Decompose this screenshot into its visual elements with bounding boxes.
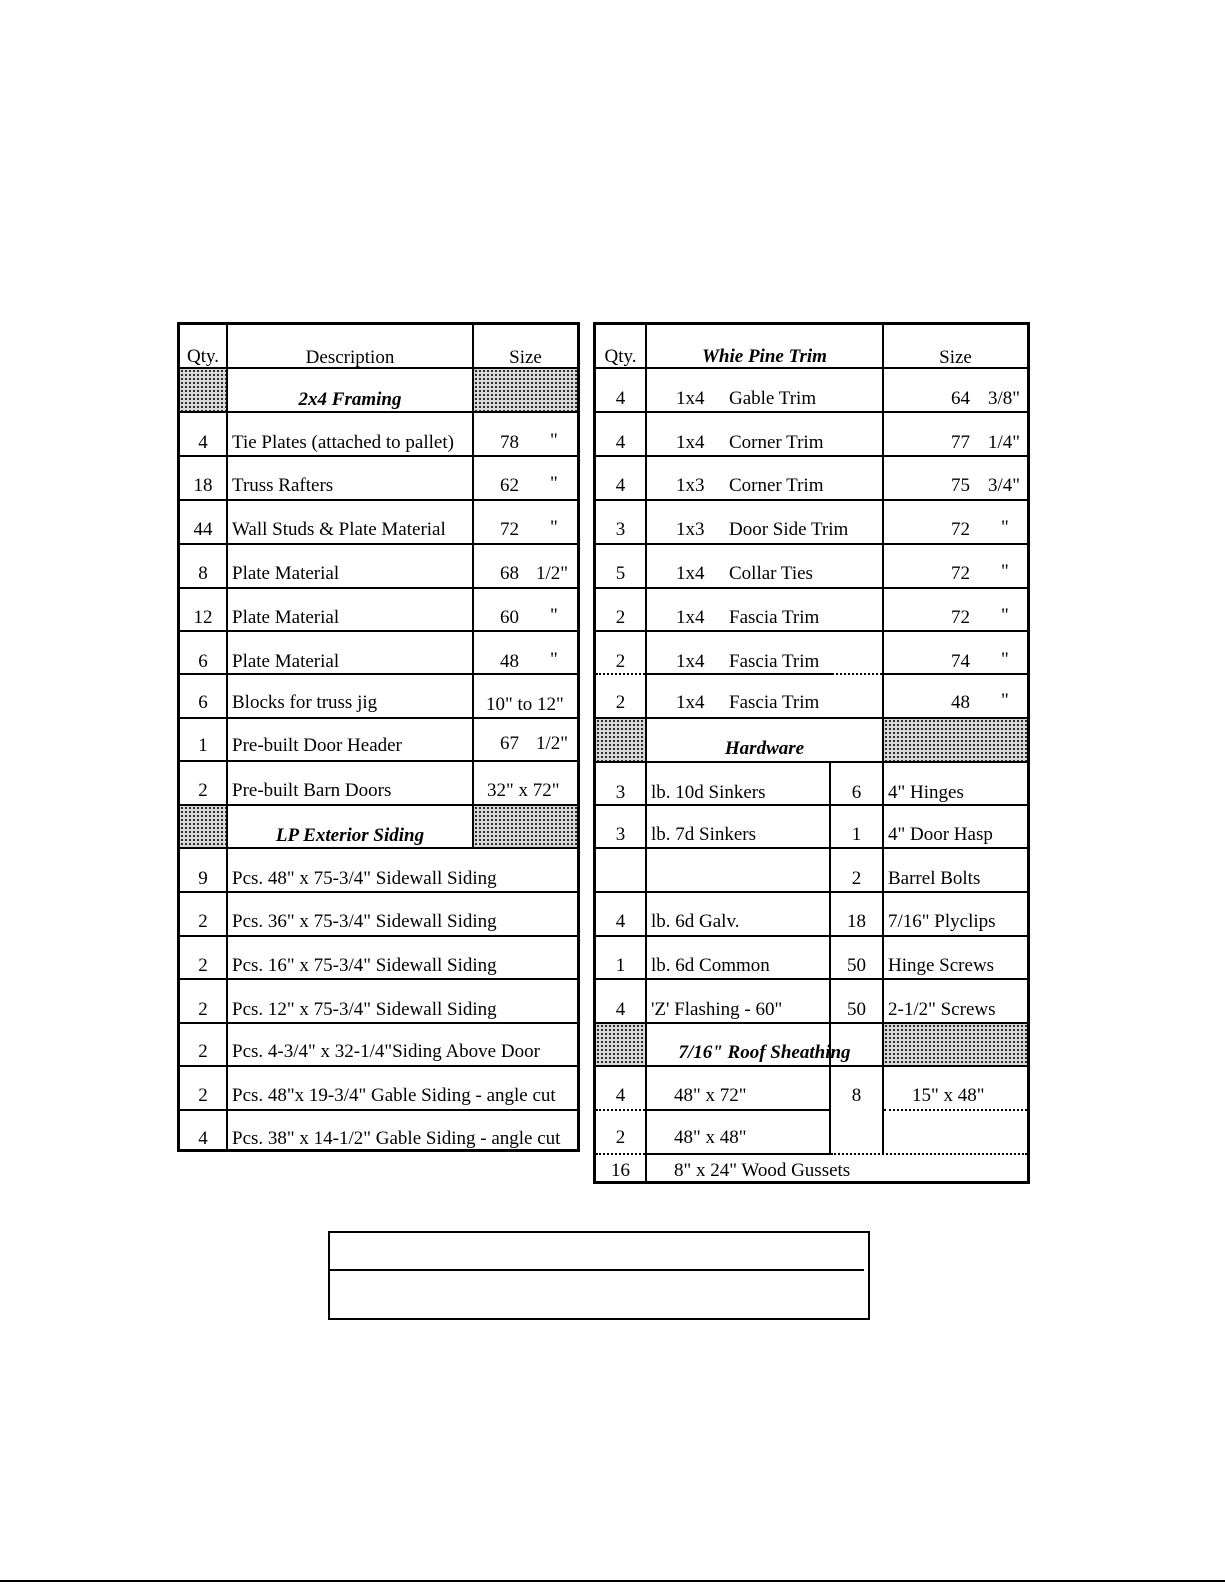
row-description: Pre-built Barn Doors bbox=[232, 780, 392, 801]
row-size: 72 bbox=[951, 607, 970, 628]
row-qty-2: 1 bbox=[851, 824, 862, 845]
table-row bbox=[180, 457, 577, 500]
row-qty: 3 bbox=[615, 824, 626, 845]
row-item: lb. 6d Common bbox=[651, 955, 770, 976]
hatch-fill bbox=[474, 369, 577, 411]
row-qty: 4 bbox=[615, 388, 626, 409]
row-description: Pcs. 38" x 14-1/2" Gable Siding - angle cut bbox=[232, 1128, 561, 1149]
section-title-roof-sheathing: 7/16" Roof Sheathing bbox=[678, 1042, 851, 1063]
table-row bbox=[180, 545, 577, 588]
row-dimension: 1x4 bbox=[676, 607, 705, 628]
row-size-fraction: " bbox=[550, 430, 558, 451]
framing-siding-table bbox=[177, 322, 580, 1152]
row-size: 72 bbox=[500, 519, 519, 540]
row-description: Pcs. 12" x 75-3/4" Sidewall Siding bbox=[232, 999, 497, 1020]
row-description: Pre-built Door Header bbox=[232, 735, 402, 756]
header-size: Size bbox=[509, 347, 542, 368]
row-dimension: 1x4 bbox=[676, 432, 705, 453]
table-row bbox=[596, 545, 1027, 588]
row-item: 48" x 48" bbox=[674, 1127, 747, 1148]
row-description: Pcs. 48"x 19-3/4" Gable Siding - angle cut bbox=[232, 1085, 556, 1106]
table-row bbox=[180, 893, 577, 936]
row-description: Plate Material bbox=[232, 563, 340, 584]
row-qty: 2 bbox=[198, 911, 208, 932]
row-qty: 1 bbox=[198, 735, 208, 756]
row-item-2: 4" Door Hasp bbox=[888, 824, 993, 845]
row-qty: 2 bbox=[198, 1041, 208, 1062]
row-qty-2: 50 bbox=[847, 999, 866, 1020]
table-row bbox=[596, 369, 1027, 411]
summary-box bbox=[328, 1231, 870, 1320]
row-item: 8" x 24" Wood Gussets bbox=[674, 1160, 851, 1181]
section-title-siding: LP Exterior Siding bbox=[275, 825, 425, 846]
table-row bbox=[596, 675, 1027, 718]
table-row bbox=[180, 1067, 577, 1110]
row-description: Tie Plates (attached to pallet) bbox=[232, 432, 454, 453]
header-description: Description bbox=[305, 347, 395, 368]
row-size: 74 bbox=[951, 651, 970, 672]
table-row bbox=[596, 413, 1027, 456]
header-qty: Qty. bbox=[604, 346, 637, 367]
row-qty: 2 bbox=[615, 651, 626, 672]
table-row bbox=[180, 762, 577, 805]
row-size-fraction: " bbox=[1001, 561, 1009, 582]
row-size-fraction: " bbox=[550, 517, 558, 538]
row-size: 60 bbox=[500, 607, 519, 628]
row-size-fraction: " bbox=[1001, 605, 1009, 626]
table-row bbox=[596, 589, 1027, 632]
row-qty: 4 bbox=[615, 999, 626, 1020]
gussets-row bbox=[596, 1155, 1027, 1185]
table-row bbox=[596, 1111, 1027, 1153]
row-qty: 2 bbox=[615, 692, 626, 713]
row-size: 64 bbox=[951, 388, 970, 409]
row-qty: 6 bbox=[198, 692, 208, 713]
header-size: Size bbox=[939, 347, 972, 368]
table-row bbox=[180, 849, 577, 892]
hatch-fill bbox=[180, 806, 226, 847]
row-name: Fascia Trim bbox=[729, 692, 820, 713]
header-trim: Whie Pine Trim bbox=[702, 346, 827, 367]
row-dimension: 1x4 bbox=[676, 651, 705, 672]
row-description: Truss Rafters bbox=[232, 475, 334, 496]
row-qty: 3 bbox=[615, 782, 626, 803]
row-qty: 3 bbox=[615, 519, 626, 540]
row-size-fraction: " bbox=[1001, 649, 1009, 670]
section-title-hardware: Hardware bbox=[724, 738, 805, 759]
hatch-fill bbox=[596, 1024, 645, 1065]
trim-hardware-table bbox=[593, 322, 1030, 1184]
row-item-2: 4" Hinges bbox=[888, 782, 964, 803]
row-item: 'Z' Flashing - 60" bbox=[651, 999, 783, 1020]
row-size-fraction: " bbox=[550, 649, 558, 670]
row-qty: 4 bbox=[615, 911, 626, 932]
row-size-fraction: 3/8" bbox=[988, 388, 1021, 409]
row-size-fraction: 1/4" bbox=[988, 432, 1021, 453]
row-size: 67 bbox=[500, 733, 519, 754]
row-item: lb. 10d Sinkers bbox=[651, 782, 766, 803]
row-qty: 16 bbox=[611, 1160, 630, 1181]
row-item-2: Barrel Bolts bbox=[888, 868, 981, 889]
row-size: 72 bbox=[951, 519, 970, 540]
row-description: Pcs. 4-3/4" x 32-1/4"Siding Above Door bbox=[232, 1041, 540, 1062]
row-description: Wall Studs & Plate Material bbox=[232, 519, 446, 540]
row-description: Pcs. 48" x 75-3/4" Sidewall Siding bbox=[232, 868, 497, 889]
table-row bbox=[596, 937, 1027, 979]
page-bottom-rule bbox=[0, 1580, 1225, 1582]
row-qty: 2 bbox=[198, 1085, 208, 1106]
row-description: Pcs. 16" x 75-3/4" Sidewall Siding bbox=[232, 955, 497, 976]
row-qty: 44 bbox=[193, 519, 213, 540]
row-size-fraction: " bbox=[550, 473, 558, 494]
table-row bbox=[596, 763, 1027, 805]
table-row bbox=[180, 675, 577, 718]
row-description: Blocks for truss jig bbox=[232, 692, 378, 713]
row-qty: 9 bbox=[198, 868, 208, 889]
table-row bbox=[180, 719, 577, 762]
row-qty: 2 bbox=[198, 955, 208, 976]
row-size: 68 bbox=[500, 563, 519, 584]
row-name: Gable Trim bbox=[729, 388, 817, 409]
summary-divider bbox=[330, 1269, 864, 1271]
row-name: Fascia Trim bbox=[729, 607, 820, 628]
section-title-framing: 2x4 Framing bbox=[298, 389, 402, 410]
row-qty: 4 bbox=[615, 432, 626, 453]
row-description: Plate Material bbox=[232, 607, 340, 628]
row-size: 32" x 72" bbox=[487, 780, 560, 801]
row-qty: 6 bbox=[198, 651, 208, 672]
row-item-2: Hinge Screws bbox=[888, 955, 995, 976]
row-qty-2: 50 bbox=[847, 955, 866, 976]
row-name: Corner Trim bbox=[729, 475, 824, 496]
table-row bbox=[180, 1024, 577, 1067]
row-item: 48" x 72" bbox=[674, 1085, 747, 1106]
hatch-fill bbox=[474, 806, 577, 847]
row-qty: 5 bbox=[615, 563, 626, 584]
row-qty: 1 bbox=[615, 955, 626, 976]
row-item: lb. 7d Sinkers bbox=[651, 824, 757, 845]
row-description: Pcs. 36" x 75-3/4" Sidewall Siding bbox=[232, 911, 497, 932]
table-row bbox=[180, 980, 577, 1023]
table-row bbox=[596, 849, 1027, 891]
row-size: 78 bbox=[500, 432, 519, 453]
hatch-fill bbox=[596, 719, 645, 761]
row-qty-2: 8 bbox=[851, 1085, 862, 1106]
row-size-fraction: " bbox=[550, 605, 558, 626]
table-row bbox=[596, 457, 1027, 500]
row-qty-2: 18 bbox=[847, 911, 866, 932]
hatch-fill bbox=[884, 719, 1027, 761]
row-size-fraction: 1/2" bbox=[536, 733, 569, 754]
row-item: lb. 6d Galv. bbox=[651, 911, 740, 932]
row-name: Fascia Trim bbox=[729, 651, 820, 672]
table-row bbox=[180, 589, 577, 632]
row-qty: 2 bbox=[615, 607, 626, 628]
row-size: 62 bbox=[500, 475, 519, 496]
row-size-fraction: 3/4" bbox=[988, 475, 1021, 496]
row-qty: 4 bbox=[615, 1085, 626, 1106]
row-qty: 18 bbox=[193, 475, 213, 496]
table-row bbox=[596, 1067, 1027, 1109]
row-dimension: 1x4 bbox=[676, 388, 705, 409]
table-row bbox=[596, 893, 1027, 935]
hatch-fill bbox=[884, 1024, 1027, 1065]
table-row bbox=[180, 937, 577, 980]
row-qty-2: 6 bbox=[851, 782, 862, 803]
row-qty: 2 bbox=[615, 1127, 626, 1148]
table-row bbox=[596, 980, 1027, 1022]
row-qty: 4 bbox=[198, 1128, 208, 1149]
row-name: Door Side Trim bbox=[729, 519, 849, 540]
row-size: 75 bbox=[951, 475, 970, 496]
header-qty: Qty. bbox=[186, 346, 220, 367]
table-row bbox=[596, 501, 1027, 544]
row-description: Plate Material bbox=[232, 651, 340, 672]
row-item-2: 7/16" Plyclips bbox=[888, 911, 996, 932]
hatch-fill bbox=[180, 369, 226, 411]
row-dimension: 1x3 bbox=[676, 519, 705, 540]
table-row bbox=[180, 413, 577, 456]
table-row bbox=[596, 632, 1027, 675]
row-qty: 8 bbox=[198, 563, 208, 584]
row-size: 10" to 12" bbox=[486, 694, 564, 715]
row-qty: 2 bbox=[198, 780, 208, 801]
row-name: Corner Trim bbox=[729, 432, 824, 453]
row-qty: 4 bbox=[615, 475, 626, 496]
row-qty: 4 bbox=[198, 432, 208, 453]
table-row bbox=[180, 1111, 577, 1151]
row-size: 72 bbox=[951, 563, 970, 584]
row-dimension: 1x4 bbox=[676, 563, 705, 584]
row-size: 48 bbox=[951, 692, 970, 713]
row-name: Collar Ties bbox=[729, 563, 813, 584]
row-item-2: 2-1/2" Screws bbox=[888, 999, 996, 1020]
row-qty: 2 bbox=[198, 999, 208, 1020]
row-dimension: 1x4 bbox=[676, 692, 705, 713]
row-size-fraction: 1/2" bbox=[536, 563, 569, 584]
table-row bbox=[596, 806, 1027, 848]
row-item-2: 15" x 48" bbox=[912, 1085, 985, 1106]
row-qty: 12 bbox=[193, 607, 213, 628]
row-size-fraction: " bbox=[1001, 517, 1009, 538]
row-size: 48 bbox=[500, 651, 519, 672]
table-row bbox=[180, 632, 577, 675]
row-qty-2: 2 bbox=[851, 868, 862, 889]
row-dimension: 1x3 bbox=[676, 475, 705, 496]
row-size: 77 bbox=[951, 432, 970, 453]
table-row bbox=[180, 501, 577, 544]
row-size-fraction: " bbox=[1001, 690, 1009, 711]
